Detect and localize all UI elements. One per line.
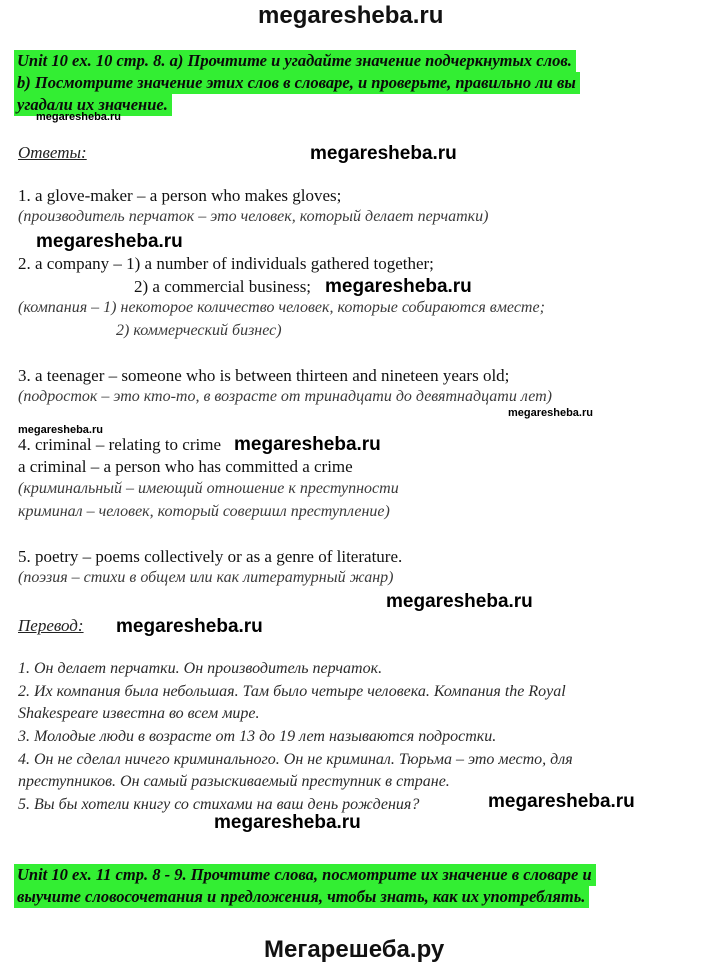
answer-line: 2. a company – 1) a number of individuals gathered together; bbox=[18, 254, 434, 273]
answer-line: 3. a teenager – someone who is between thirteen and nineteen years old; bbox=[18, 366, 510, 385]
watermark: megaresheba.ru bbox=[508, 407, 593, 419]
watermark: megaresheba.ru bbox=[36, 231, 183, 252]
translation-line: 5. Вы бы хотели книгу со стихами на ваш день рождения? bbox=[18, 796, 420, 813]
answer-line: 1. a glove-maker – a person who makes gloves; bbox=[18, 186, 342, 205]
translation-line: Shakespeare известна во всем мире. bbox=[18, 705, 260, 722]
answers-label: Ответы: bbox=[18, 143, 87, 162]
watermark: megaresheba.ru bbox=[214, 812, 361, 833]
task-header-line-2: b) Посмотрите значение этих слов в словаре, и проверьте, правильно ли вы bbox=[14, 72, 580, 94]
watermark: megaresheba.ru bbox=[488, 791, 635, 812]
answer-line: (компания – 1) некоторое количество человек, которые собираются вместе; bbox=[18, 299, 545, 316]
answer-line: (криминальный – имеющий отношение к преступности bbox=[18, 480, 399, 497]
task-header-line-3: угадали их значение. bbox=[14, 94, 172, 116]
watermark: megaresheba.ru bbox=[18, 424, 103, 436]
answer-line: (подросток – это кто-то, в возрасте от тринадцати до девятнадцати лет) bbox=[18, 388, 552, 405]
watermark: megaresheba.ru bbox=[310, 143, 457, 164]
watermark: megaresheba.ru bbox=[36, 111, 121, 123]
answer-line: 2) a commercial business; bbox=[134, 277, 312, 296]
watermark: megaresheba.ru bbox=[325, 276, 472, 297]
task-header-line-1: Unit 10 ex. 11 стр. 8 - 9. Прочтите слова, посмотрите их значение в словаре и bbox=[14, 864, 596, 886]
translation-line: 2. Их компания была небольшая. Там было четыре человека. Компания the Royal bbox=[18, 683, 566, 700]
translation-line: 4. Он не сделал ничего криминального. Он не криминал. Тюрьма – это место, для bbox=[18, 751, 573, 768]
footer-title: Мегарешеба.ру bbox=[264, 936, 445, 963]
task-header-line-1: Unit 10 ex. 10 стр. 8. a) Прочтите и угадайте значение подчеркнутых слов. bbox=[14, 50, 576, 72]
translation-line: преступников. Он самый разыскиваемый преступник в стране. bbox=[18, 773, 450, 790]
site-title: megaresheba.ru bbox=[258, 2, 444, 29]
answer-line: (поэзия – стихи в общем или как литературный жанр) bbox=[18, 569, 394, 586]
translation-line: 3. Молодые люди в возрасте от 13 до 19 лет называются подростки. bbox=[18, 728, 497, 745]
answer-line: 5. poetry – poems collectively or as a genre of literature. bbox=[18, 547, 403, 566]
watermark: megaresheba.ru bbox=[116, 616, 263, 637]
translation-line: 1. Он делает перчатки. Он производитель перчаток. bbox=[18, 660, 383, 677]
task-header-line-2: выучите словосочетания и предложения, чтобы знать, как их употреблять. bbox=[14, 886, 589, 908]
translation-label: Перевод: bbox=[18, 616, 84, 635]
answer-line: криминал – человек, который совершил преступление) bbox=[18, 503, 390, 520]
watermark: megaresheba.ru bbox=[386, 591, 533, 612]
watermark: megaresheba.ru bbox=[234, 434, 381, 455]
answer-line: 4. criminal – relating to crime bbox=[18, 435, 221, 454]
answer-line: a criminal – a person who has committed a crime bbox=[18, 457, 353, 476]
answer-line: (производитель перчаток – это человек, который делает перчатки) bbox=[18, 208, 489, 225]
answer-line: 2) коммерческий бизнес) bbox=[116, 322, 282, 339]
